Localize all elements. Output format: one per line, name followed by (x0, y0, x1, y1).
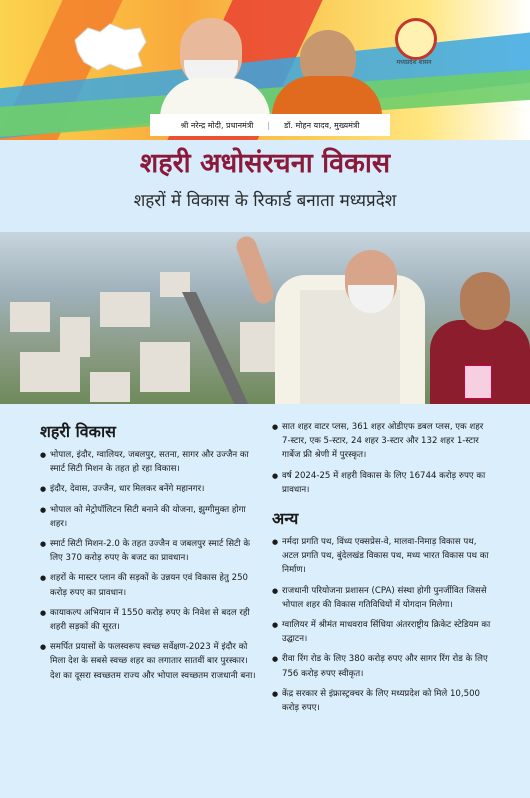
right-column (272, 420, 492, 721)
other-list (272, 535, 492, 715)
left-column (40, 420, 258, 689)
list-item: ● सात शहर वाटर प्लस, 361 शहर ओडीएफ डबल प्लस, एक शहर 7-स्टार, एक 5-स्टार, 24 शहर 3-स्टार और 132 शहर 1-स्टार गार्बेज फ्री श्रेणी में पुरस्कृत। (272, 420, 492, 463)
urban-development-list-continued (272, 420, 492, 497)
list-item: ● रीवा रिंग रोड के लिए 380 करोड़ रुपए और सागर रिंग रोड के लिए 756 करोड़ रुपए स्वीकृत। (272, 652, 492, 680)
list-item: ● ग्वालियर में श्रीमंत माधवराव सिंधिया अंतरराष्ट्रीय क्रिकेट स्टेडियम का उद्घाटन। (272, 618, 492, 646)
page-subtitle: शहरों में विकास के रिकार्ड बनाता मध्यप्रदेश (133, 191, 397, 211)
list-item: ● शहरों के मास्टर प्लान की सड़कों के उन्नयन एवं विकास हेतु 250 करोड़ रुपए का प्रावधान। (40, 571, 258, 599)
cm-photo-head (460, 272, 510, 330)
list-item: ● राजधानी परियोजना प्रशासन (CPA) संस्था होगी पुनर्जीवित जिससे भोपाल शहर की विकास गतिविधियों में योगदान मिलेगा। (272, 584, 492, 612)
section-heading-other: अन्य (272, 509, 299, 529)
govt-label: मध्यप्रदेश शासन (396, 59, 432, 66)
list-item: ● कायाकल्प अभियान में 1550 करोड़ रुपए के निवेश से बदल रही शहरी सड़कों की सूरत। (40, 606, 258, 634)
id-badge (464, 365, 492, 399)
portrait-captions (150, 114, 390, 136)
list-item: ● इंदौर, देवास, उज्जैन, धार मिलकर बनेंगे महानगर। (40, 482, 258, 496)
pm-caption: श्री नरेन्द्र मोदी, प्रधानमंत्री (180, 120, 254, 130)
list-item: ● भोपाल, इंदौर, ग्वालियर, जबलपुर, सतना, सागर और उज्जैन का स्मार्ट सिटी मिशन के तहत हो रहा विकास। (40, 448, 258, 476)
caption-divider: | (267, 120, 271, 130)
mp-map-icon (70, 20, 150, 75)
section-heading-urban-development: शहरी विकास (40, 422, 116, 441)
list-item: ● स्मार्ट सिटी मिशन-2.0 के तहत उज्जैन व जबलपुर स्मार्ट सिटी के लिए 370 करोड़ रुपए के बजट का प्रावधान। (40, 537, 258, 565)
list-item: ● केंद्र सरकार से इंफ्रास्ट्रक्चर के लिए मध्यप्रदेश को मिले 10,500 करोड़ रुपए। (272, 687, 492, 715)
mp-govt-emblem-icon (395, 18, 437, 60)
cm-caption: डॉ. मोहन यादव, मुख्यमंत्री (284, 120, 360, 130)
page-title: शहरी अधोसंरचना विकास (139, 148, 391, 179)
list-item: ● वर्ष 2024-25 में शहरी विकास के लिए 16744 करोड़ रुपए का प्रावधान। (272, 469, 492, 497)
top-banner (0, 0, 530, 140)
list-item: ● भोपाल को मेट्रोपॉलिटन सिटी बनाने की योजना, झुग्गीमुक्त होगा शहर। (40, 503, 258, 531)
list-item: ● समर्पित प्रयासों के फलस्वरूप स्वच्छ सर्वेक्षण-2023 में इंदौर को मिला देश के सबसे स्वच्छ शहर का लगातार सातवीं बार पुरस्कार। देश का दूसरा स्वच्छतम राज्य और भोपाल स्वच्छतम राजधानी बना। (40, 640, 258, 683)
list-item: ● नर्मदा प्रगति पथ, विंध्य एक्सप्रेस-वे, मालवा-निमाड़ विकास पथ, अटल प्रगति पथ, बुंदेलखंड विकास पथ, मध्य भारत विकास पथ का निर्माण। (272, 535, 492, 578)
urban-development-list (40, 448, 258, 683)
